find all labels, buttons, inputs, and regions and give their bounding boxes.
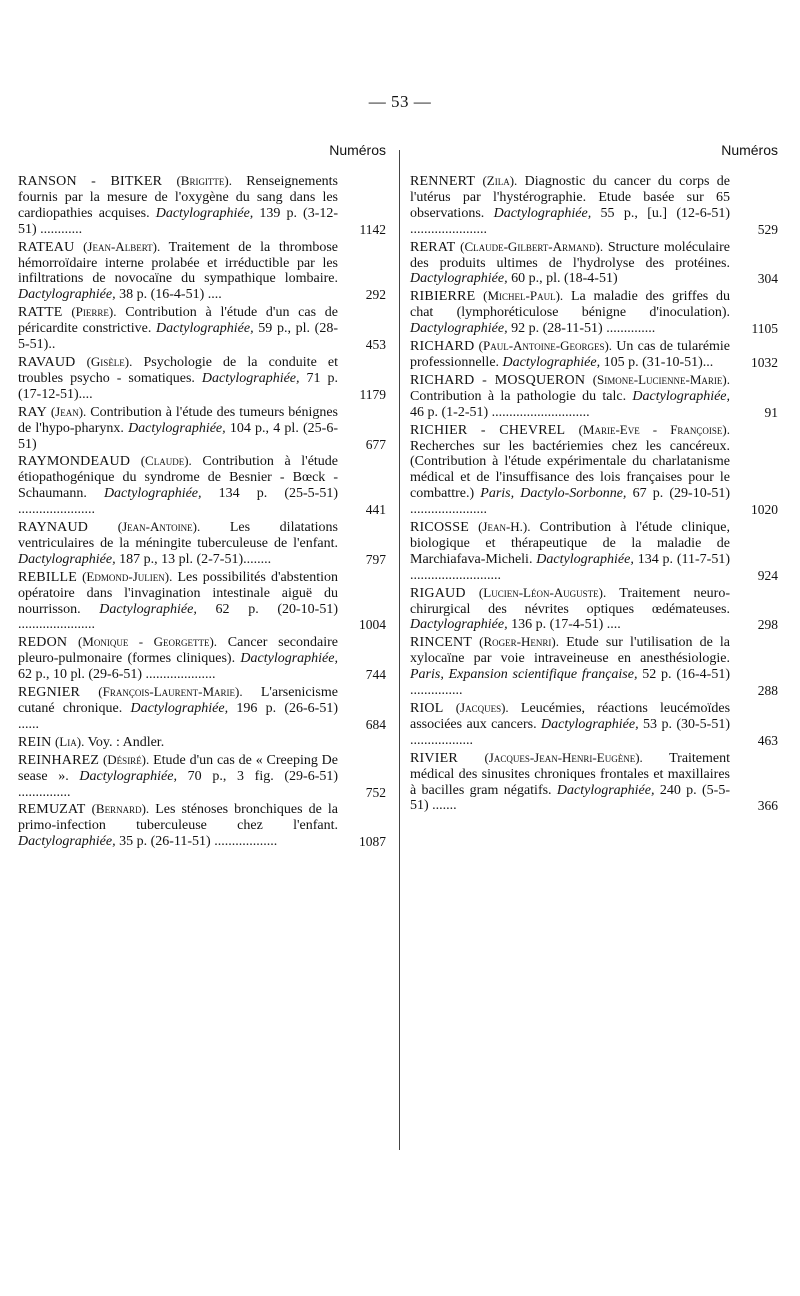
publisher: Dactylographiée, bbox=[502, 354, 601, 370]
author-given-names: (Lucien-Léon-Auguste). bbox=[478, 584, 607, 600]
entry-text bbox=[18, 173, 338, 238]
thesis-title: Contribution à l'étude d'un cas de péricardite constrictive. bbox=[18, 305, 339, 337]
entry-number: 91 bbox=[764, 404, 778, 420]
entry-number: 304 bbox=[757, 271, 778, 287]
publisher: Dactylographiée, bbox=[410, 271, 508, 287]
right-entries bbox=[410, 173, 778, 815]
pages-and-date: 38 p. (16-4-51) .... bbox=[119, 287, 222, 303]
publisher: Dactylographiée, bbox=[410, 617, 508, 633]
entry-text bbox=[18, 634, 338, 683]
pages-and-date: 240 p. (5-5-51) ....... bbox=[410, 782, 730, 814]
thesis-title: Contribution à l'étude clinique, biologique et thérapeutique de la maladie de Marchiafava-Micheli. bbox=[410, 520, 730, 567]
entry-number: 684 bbox=[365, 716, 386, 732]
thesis-title: Les sténoses bronchiques de la primo-infection tuberculeuse chez l'enfant. bbox=[18, 802, 339, 834]
entry-number: 752 bbox=[365, 784, 386, 800]
entry-text bbox=[410, 585, 730, 634]
author-surname: RIOL bbox=[410, 701, 444, 716]
thesis-entry bbox=[410, 173, 778, 238]
thesis-title: L'arsenicisme cutané chronique. bbox=[18, 685, 338, 716]
author-surname: REINHAREZ bbox=[18, 752, 100, 768]
thesis-entry bbox=[18, 569, 386, 634]
entry-number: 529 bbox=[757, 221, 778, 237]
entry-text bbox=[18, 801, 338, 850]
pages-and-date: 187 p., 13 pl. (2-7-51)........ bbox=[119, 551, 272, 567]
entry-text bbox=[410, 634, 730, 699]
pages-and-date: 196 p. (26-6-51) ...... bbox=[18, 701, 339, 732]
entry-text bbox=[410, 700, 730, 749]
entry-number: 1179 bbox=[359, 386, 386, 402]
pages-and-date: 104 p., 4 pl. (25-6-51) bbox=[18, 420, 339, 452]
author-surname: RAY bbox=[18, 404, 47, 420]
thesis-entry bbox=[18, 354, 386, 403]
author-given-names: (Brigitte). bbox=[176, 173, 233, 188]
entry-text bbox=[18, 569, 338, 634]
publisher: Dactylographiée, bbox=[541, 716, 639, 732]
thesis-entry bbox=[410, 372, 778, 421]
thesis-entry bbox=[410, 338, 778, 371]
author-surname: RANSON - BITKER bbox=[18, 174, 163, 189]
publisher: Dactylographiée, bbox=[18, 551, 116, 567]
thesis-title: Traitement médical des sinusites chroniques frontales et maxillaires à bacilles gram négatifs. bbox=[410, 750, 731, 798]
publisher: Paris, Expansion scientifique française, bbox=[410, 667, 638, 683]
pages-and-date: 67 p. (29-10-51) ...................... bbox=[410, 486, 731, 518]
pages-and-date: 59 p., pl. (28-5-51).. bbox=[18, 321, 339, 353]
entry-text bbox=[18, 734, 338, 751]
author-given-names: (Jean). bbox=[50, 403, 87, 419]
author-given-names: (Désiré). bbox=[102, 751, 150, 767]
author-given-names: (Marie-Eve - Françoise). bbox=[578, 421, 731, 437]
entry-number: 1004 bbox=[359, 617, 386, 633]
entry-number: 797 bbox=[365, 551, 386, 567]
author-given-names: (Pierre). bbox=[71, 304, 117, 320]
thesis-title: Psychologie de la conduite et troubles psycho - somatiques. bbox=[18, 354, 338, 386]
author-given-names: (Michel-Paul). bbox=[483, 288, 564, 304]
entry-number: 924 bbox=[757, 567, 778, 583]
entry-number: 1105 bbox=[751, 321, 778, 337]
thesis-title: Leucémies, réactions leucémoïdes associées aux cancers. bbox=[410, 701, 731, 732]
author-given-names: (Claude-Gilbert-Armand). bbox=[460, 238, 604, 254]
author-surname: RICHARD - MOSQUERON bbox=[410, 372, 586, 388]
entry-text bbox=[410, 422, 730, 518]
pages-and-date: 35 p. (26-11-51) .................. bbox=[119, 834, 278, 850]
author-given-names: (Simone-Lucienne-Marie). bbox=[592, 371, 730, 387]
entry-text bbox=[18, 752, 338, 801]
author-given-names: (Monique - Georgette). bbox=[77, 634, 218, 650]
thesis-entry bbox=[18, 453, 386, 518]
entry-number: 744 bbox=[365, 667, 386, 683]
thesis-entry bbox=[410, 519, 778, 584]
entry-number: 1087 bbox=[359, 834, 386, 850]
thesis-entry bbox=[18, 752, 386, 801]
pages-and-date: 52 p. (16-4-51) ............... bbox=[410, 667, 730, 699]
entry-text bbox=[18, 354, 338, 403]
entry-text bbox=[410, 173, 730, 238]
thesis-title: Diagnostic du cancer du corps de l'utérus par l'hystérographie. Etude basée sur 65 observations. bbox=[410, 174, 731, 221]
thesis-entry bbox=[18, 304, 386, 353]
author-surname: RATTE bbox=[18, 305, 63, 321]
entry-number: 463 bbox=[757, 732, 778, 748]
author-given-names: (Edmond-Julien). bbox=[82, 568, 173, 584]
entry-text bbox=[18, 304, 338, 353]
publisher: Dactylographiée, bbox=[493, 205, 592, 221]
pages-and-date: 105 p. (31-10-51)... bbox=[603, 354, 714, 370]
author-given-names: (Jean-Albert). bbox=[83, 238, 161, 254]
entry-text bbox=[18, 684, 338, 733]
author-given-names: (Jacques-Jean-Henri-Eugène). bbox=[484, 749, 643, 765]
entry-text bbox=[410, 338, 730, 371]
author-given-names: (Jean-H.). bbox=[478, 519, 531, 535]
thesis-entry bbox=[410, 634, 778, 699]
author-given-names: (François-Laurent-Marie). bbox=[98, 684, 243, 700]
publisher: Dactylographiée, bbox=[156, 321, 254, 337]
entry-text bbox=[18, 519, 338, 568]
pages-and-date: 134 p. (11-7-51) .......................... bbox=[410, 551, 730, 583]
author-surname: RINCENT bbox=[410, 635, 473, 651]
author-surname: REMUZAT bbox=[18, 802, 86, 818]
column-divider bbox=[399, 150, 400, 1150]
author-surname: RIVIER bbox=[410, 750, 458, 766]
thesis-title: Etude sur l'utilisation de la xylocaïne par voie intraveineuse en anesthésiologie. bbox=[410, 635, 731, 667]
publisher: Dactylographiée, bbox=[155, 205, 254, 221]
thesis-entry bbox=[410, 700, 778, 749]
publisher: Dactylographiée, bbox=[79, 768, 177, 784]
entry-number: 1020 bbox=[751, 502, 778, 518]
entry-text bbox=[18, 453, 338, 518]
entry-number: 677 bbox=[365, 436, 386, 452]
entry-text bbox=[410, 750, 730, 815]
entry-number: 288 bbox=[757, 683, 778, 699]
author-given-names: (Claude). bbox=[140, 453, 192, 469]
thesis-title: Recherches sur les bactériemies chez les cancéreux. (Contribution à l'étude expérimentale du charlatanisme médical et de l'insuffisance des lois françaises pour le combattre.) bbox=[410, 438, 730, 502]
pages-and-date: 70 p., 3 fig. (29-6-51) ............... bbox=[18, 768, 339, 800]
author-surname: RICHIER - CHEVREL bbox=[410, 422, 566, 438]
pages-and-date: 62 p. (20-10-51) ...................... bbox=[18, 601, 338, 633]
publisher: Dactylographiée, bbox=[410, 321, 508, 337]
thesis-title: Un cas de tularémie professionnelle. bbox=[410, 339, 731, 370]
thesis-entry bbox=[18, 634, 386, 683]
thesis-entry bbox=[410, 585, 778, 634]
entry-number: 366 bbox=[757, 798, 778, 814]
author-surname: RERAT bbox=[410, 239, 456, 255]
pages-and-date: 136 p. (17-4-51) .... bbox=[511, 617, 621, 633]
publisher: Dactylographiée, bbox=[201, 370, 300, 386]
pages-and-date: 62 p., 10 pl. (29-6-51) .................... bbox=[18, 667, 216, 683]
thesis-title: La maladie des griffes du chat (lymphoréticulose bénigne d'inoculation). bbox=[410, 289, 731, 321]
author-given-names: (Zila). bbox=[482, 173, 518, 188]
publisher: Dactylographiée, bbox=[128, 420, 226, 436]
author-surname: RATEAU bbox=[18, 239, 75, 255]
author-surname: RIGAUD bbox=[410, 585, 466, 601]
publisher: Dactylographiée, bbox=[632, 388, 731, 404]
publisher: Dactylographiée, bbox=[536, 551, 634, 567]
author-surname: RAYNAUD bbox=[18, 520, 89, 536]
author-surname: RICOSSE bbox=[410, 520, 469, 536]
entry-number: 292 bbox=[365, 287, 386, 303]
author-given-names: (Gisèle). bbox=[86, 353, 133, 369]
publisher: Dactylographiée, bbox=[18, 834, 116, 850]
left-column-header: Numéros bbox=[329, 142, 386, 158]
thesis-title: Cancer secondaire pleuro-pulmonaire (formes cliniques). bbox=[18, 635, 338, 667]
publisher: Dactylographiée, bbox=[103, 486, 202, 502]
author-given-names: (Bernard). bbox=[91, 801, 150, 817]
publisher: Dactylographiée, bbox=[130, 701, 229, 716]
pages-and-date: 71 p. (17-12-51).... bbox=[18, 370, 339, 402]
thesis-title: Structure moléculaire des produits ultimes de l'hydrolyse des protéines. bbox=[410, 239, 730, 271]
pages-and-date: 53 p. (30-5-51) .................. bbox=[410, 716, 731, 748]
author-surname: REGNIER bbox=[18, 685, 81, 701]
author-given-names: (Paul-Antoine-Georges). bbox=[478, 338, 613, 354]
author-surname: RICHARD bbox=[410, 339, 475, 355]
author-given-names: (Jacques). bbox=[455, 700, 509, 715]
author-surname: RENNERT bbox=[410, 174, 476, 189]
entry-number: 441 bbox=[365, 502, 386, 518]
thesis-entry bbox=[410, 288, 778, 337]
thesis-title: Traitement de la thrombose hémorroïdaire interne prolabée et irréductible par les infiltrations de novocaïne du sympathique lombaire. bbox=[18, 239, 339, 287]
publisher: Dactylographiée, bbox=[18, 287, 116, 303]
pages-and-date: 60 p., pl. (18-4-51) bbox=[511, 271, 618, 287]
pages-and-date: 55 p., [u.] (12-6-51) ...................... bbox=[410, 205, 731, 237]
thesis-entry bbox=[18, 519, 386, 568]
thesis-entry bbox=[18, 734, 386, 751]
author-surname: RIBIERRE bbox=[410, 289, 476, 305]
thesis-title: Contribution à la pathologie du talc. bbox=[410, 388, 627, 404]
thesis-entry bbox=[18, 239, 386, 304]
entry-text bbox=[410, 239, 730, 288]
publisher: Dactylographiée, bbox=[99, 601, 197, 617]
author-surname: RAVAUD bbox=[18, 354, 76, 370]
thesis-entry bbox=[410, 422, 778, 518]
pages-and-date: 134 p. (25-5-51) ...................... bbox=[18, 486, 338, 518]
entry-number: 1032 bbox=[751, 354, 778, 370]
author-surname: REIN bbox=[18, 734, 52, 750]
left-entries bbox=[18, 173, 386, 851]
thesis-entry bbox=[410, 750, 778, 815]
thesis-title: Etude d'un cas de « Creeping De sease ». bbox=[18, 752, 339, 784]
author-surname: REDON bbox=[18, 635, 68, 651]
thesis-entry bbox=[18, 801, 386, 850]
author-surname: RAYMONDEAUD bbox=[18, 454, 131, 470]
entry-text bbox=[410, 288, 730, 337]
pages-and-date: 46 p. (1-2-51) ............................ bbox=[410, 404, 590, 420]
author-given-names: (Jean-Antoine). bbox=[117, 519, 201, 535]
thesis-title: Contribution à l'étude des tumeurs bénignes de l'hypo-pharynx. bbox=[18, 404, 339, 436]
entry-text bbox=[410, 519, 730, 584]
entry-text bbox=[18, 404, 338, 453]
entry-number: 453 bbox=[365, 337, 386, 353]
author-given-names: (Lia). bbox=[54, 733, 85, 749]
pages-and-date: 139 p. (3-12-51) ............ bbox=[18, 205, 339, 237]
entry-number: 1142 bbox=[359, 221, 386, 237]
right-column-header: Numéros bbox=[721, 142, 778, 158]
page-number: — 53 — bbox=[368, 92, 432, 111]
entry-number: 298 bbox=[757, 617, 778, 633]
thesis-title: Les dilatations ventriculaires de la méningite tuberculeuse de l'enfant. bbox=[18, 520, 339, 551]
pages-and-date: 92 p. (28-11-51) .............. bbox=[511, 321, 656, 337]
author-surname: REBILLE bbox=[18, 569, 77, 585]
thesis-title: Traitement neuro-chirurgical des névrites optiques œdémateuses. bbox=[410, 585, 731, 617]
publisher: Dactylographiée, bbox=[240, 651, 338, 667]
entry-text bbox=[18, 239, 338, 304]
thesis-title: Contribution à l'étude étiopathogénique du syndrome de Besnier - Bœck - Schaumann. bbox=[18, 454, 339, 502]
publisher: Dactylographiée, bbox=[556, 782, 655, 798]
thesis-entry bbox=[18, 684, 386, 733]
thesis-entry bbox=[410, 239, 778, 288]
thesis-title: Renseignements fournis par la mesure de l'oxygène du sang dans les cardiopathies acquises. bbox=[18, 174, 338, 221]
thesis-entry bbox=[18, 173, 386, 238]
publisher: Paris, Dactylo-Sorbonne, bbox=[480, 486, 627, 502]
entry-text bbox=[410, 372, 730, 421]
author-given-names: (Roger-Henri). bbox=[479, 634, 559, 650]
thesis-title: Les possibilités d'abstention opératoire dans l'invagination intestinale aiguë du nourrisson. bbox=[18, 569, 339, 617]
thesis-title: Voy. : Andler. bbox=[87, 734, 165, 750]
thesis-entry bbox=[18, 404, 386, 453]
